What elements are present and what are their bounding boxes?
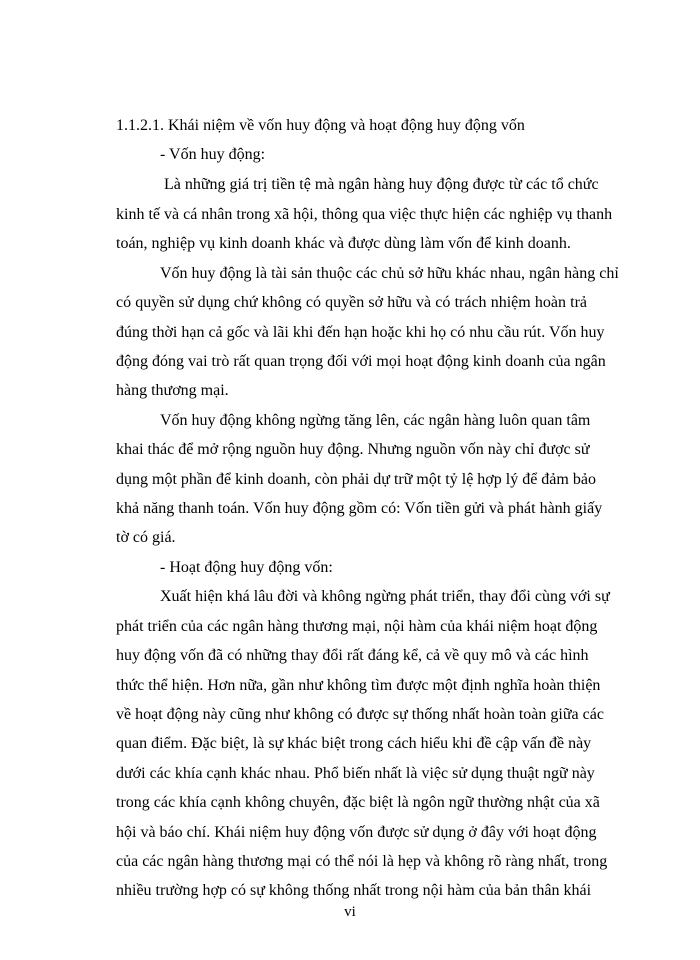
paragraph-line: khả năng thanh toán. Vốn huy động gồm có: Vốn tiền gửi và phát hành giấy: [116, 500, 603, 517]
paragraph-line: dưới các khía cạnh khác nhau. Phổ biến nhất là việc sử dụng thuật ngữ này: [116, 765, 595, 782]
paragraph-line: nhiều trường hợp có sự không thống nhất trong nội hàm của bản thân khái: [116, 882, 592, 899]
subheading-von-huy-dong: - Vốn huy động:: [160, 146, 266, 163]
subheading-hoat-dong-huy-dong-von: - Hoạt động huy động vốn:: [160, 559, 333, 576]
paragraph-line: Xuất hiện khá lâu đời và không ngừng phát triển, thay đổi cùng với sự: [160, 588, 610, 605]
paragraph-line: kinh tế và cá nhân trong xã hội, thông qua việc thực hiện các nghiệp vụ thanh: [116, 206, 613, 223]
paragraph-line: có quyền sử dụng chứ không có quyền sở hữu và có trách nhiệm hoàn trả: [116, 294, 587, 311]
paragraph-line: huy động vốn đã có những thay đổi rất đáng kể, cả về quy mô và các hình: [116, 647, 589, 664]
paragraph-line: Là những giá trị tiền tệ mà ngân hàng huy động được từ các tổ chức: [160, 176, 599, 193]
paragraph-line: của các ngân hàng thương mại có thể nói là hẹp và không rõ ràng nhất, trong: [116, 853, 608, 870]
paragraph-line: hội và báo chí. Khái niệm huy động vốn được sử dụng ở đây với hoạt động: [116, 824, 597, 841]
paragraph-line: dụng một phần để kinh doanh, còn phải dự trữ một tỷ lệ hợp lý để đảm bảo: [116, 471, 596, 488]
paragraph-line: quan điểm. Đặc biệt, là sự khác biệt trong cách hiểu khi đề cập vấn đề này: [116, 735, 592, 752]
paragraph-line: toán, nghiệp vụ kinh doanh khác và được dùng làm vốn để kinh doanh.: [116, 235, 571, 252]
paragraph-line: trong các khía cạnh không chuyên, đặc biệt là ngôn ngữ thường nhật của xã: [116, 794, 600, 811]
paragraph-line: hàng thương mại.: [116, 382, 229, 399]
paragraph-line: động đóng vai trò rất quan trọng đối với mọi hoạt động kinh doanh của ngân: [116, 353, 606, 370]
paragraph-line: về hoạt động này cũng như không có được sự thống nhất hoàn toàn giữa các: [116, 706, 604, 723]
paragraph-line: Vốn huy động là tài sản thuộc các chủ sở hữu khác nhau, ngân hàng chỉ: [160, 265, 619, 282]
paragraph-line: thức thể hiện. Hơn nữa, gần như không tìm được một định nghĩa hoàn thiện: [116, 677, 601, 694]
paragraph-line: đúng thời hạn cả gốc và lãi khi đến hạn hoặc khi họ có nhu cầu rút. Vốn huy: [116, 324, 605, 341]
paragraph-line: phát triển của các ngân hàng thương mại, nội hàm của khái niệm hoạt động: [116, 618, 598, 635]
section-heading: 1.1.2.1. Khái niệm về vốn huy động và hoạt động huy động vốn: [116, 117, 525, 134]
paragraph-line: Vốn huy động không ngừng tăng lên, các ngân hàng luôn quan tâm: [160, 412, 591, 429]
paragraph-line: khai thác để mở rộng nguồn huy động. Nhưng nguồn vốn này chỉ được sử: [116, 441, 590, 458]
page-number: vi: [344, 904, 356, 920]
paragraph-line: tờ có giá.: [116, 529, 176, 546]
